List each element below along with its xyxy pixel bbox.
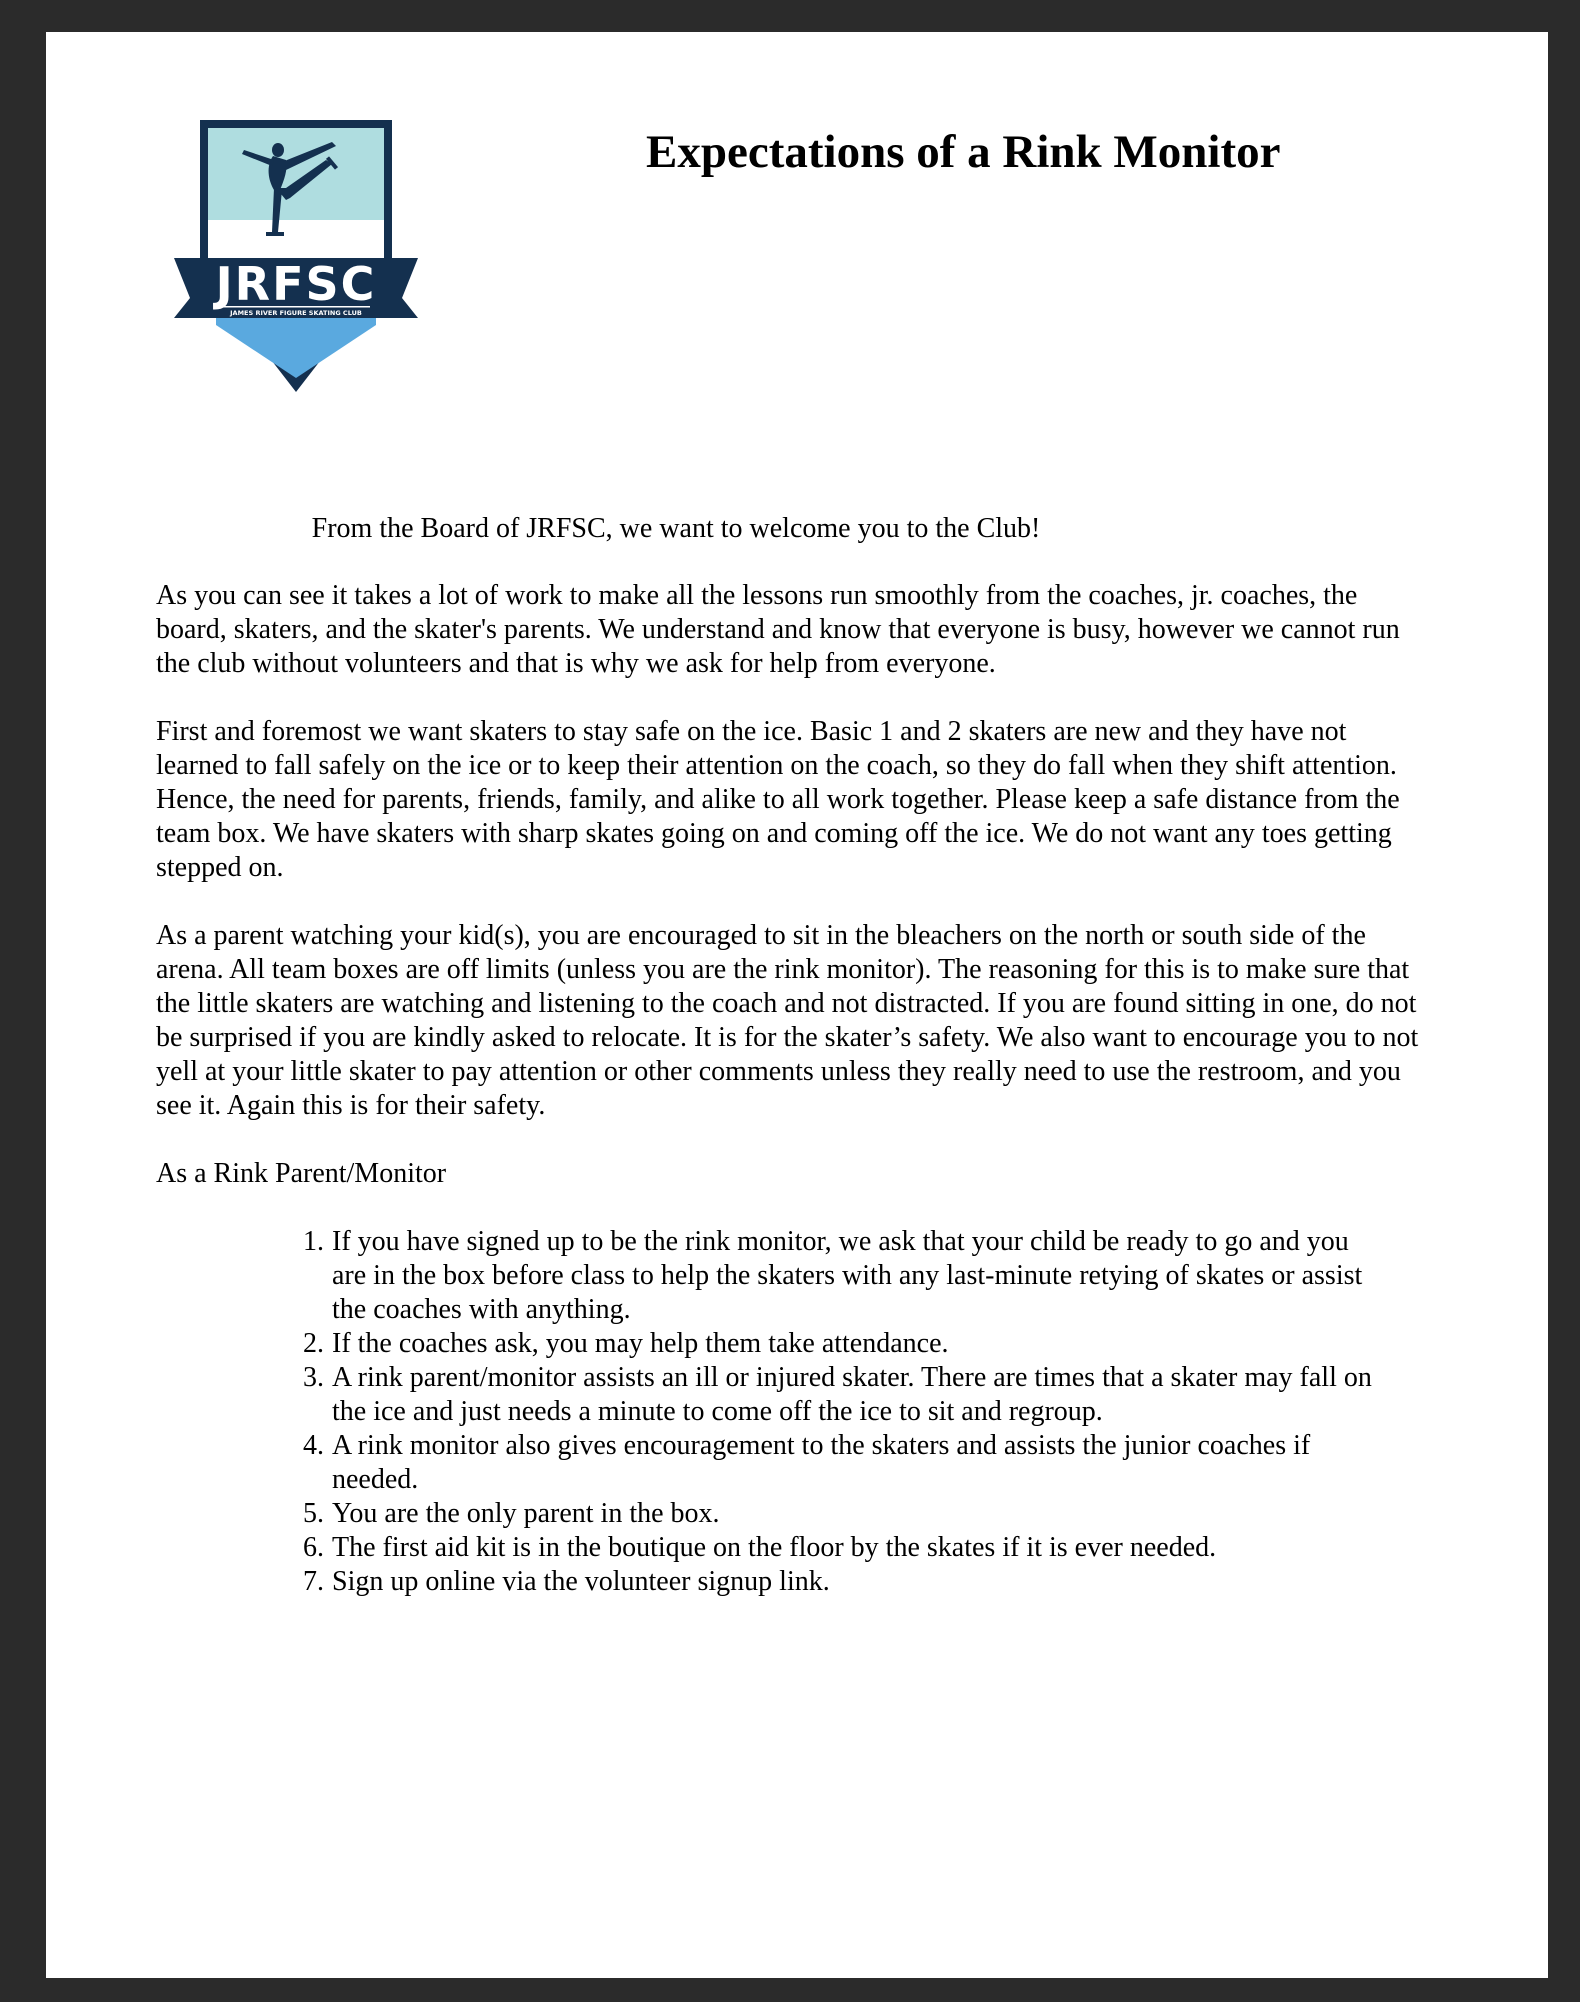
list-item (303, 1225, 1387, 1327)
list-item-number: 3. (303, 1362, 324, 1393)
list-item (303, 1361, 1387, 1429)
shield-ice-panel (208, 128, 384, 226)
shield-sky-panel (216, 310, 376, 378)
safety-paragraph: First and foremost we want skaters to stay safe on the ice. Basic 1 and 2 skaters are new and they have not learned to fall safely on the ice or to keep their attention on the coach, so they do fall when they shift attention. Hence, the need for parents, friends, family, and alike to all work together. Please keep a safe distance from the team box. We have skaters with sharp skates going on and coming off the ice. We do not want any toes getting stepped on. (156, 716, 1400, 883)
list-item (303, 1429, 1387, 1497)
document-page (46, 32, 1548, 1978)
intro-paragraph: As you can see it takes a lot of work to make all the lessons run smoothly from the coaches, jr. coaches, the board, skaters, and the skater's parents. We understand and know that everyone is busy, however we cannot run the club without volunteers and that is why we ask for help from everyone. (156, 580, 1400, 679)
shield-white-band (208, 220, 384, 260)
list-item (303, 1565, 1387, 1599)
list-item-number: 5. (303, 1498, 324, 1529)
list-item (303, 1327, 1387, 1361)
bleachers-paragraph: As a parent watching your kid(s), you are encouraged to sit in the bleachers on the north or south side of the arena. All team boxes are off limits (unless you are the rink monitor). The reasoning for this is to make sure that the little skaters are watching and listening to the coach and not distracted. If you are found sitting in one, do not be surprised if you are kindly asked to relocate. It is for the skater’s safety. We also want to encourage you to not yell at your little skater to pay attention or other comments unless they really need to use the restroom, and you see it. Again this is for their safety. (156, 920, 1419, 1121)
list-item-number: 7. (303, 1566, 324, 1597)
list-item-text: Sign up online via the volunteer signup link. (332, 1566, 830, 1597)
list-heading: As a Rink Parent/Monitor (156, 1158, 447, 1189)
list-item-number: 2. (303, 1328, 324, 1359)
logo-text: JRFSC (215, 257, 377, 311)
list-item-text: A rink monitor also gives encouragement to the skaters and assists the junior coaches if needed. (332, 1430, 1311, 1495)
list-item (303, 1497, 1387, 1531)
list-item-text: The first aid kit is in the boutique on the floor by the skates if it is ever needed. (332, 1532, 1217, 1563)
logo-subtext: JAMES RIVER FIGURE SKATING CLUB (230, 309, 362, 317)
jrfsc-crest-icon (156, 120, 436, 392)
document-body (156, 512, 1426, 1599)
list-item-text: If you have signed up to be the rink monitor, we ask that your child be ready to go and you are in the box before class to help the skaters with any last-minute retying of skates or assist the coaches with anything. (332, 1226, 1363, 1325)
list-item-text: A rink parent/monitor assists an ill or injured skater. There are times that a skater may fall on the ice and just needs a minute to come off the ice to sit and regroup. (332, 1362, 1372, 1427)
list-item-number: 6. (303, 1532, 324, 1563)
list-item-text: You are the only parent in the box. (332, 1498, 720, 1529)
list-item-text: If the coaches ask, you may help them take attendance. (332, 1328, 949, 1359)
list-item (303, 1531, 1387, 1565)
list-item-number: 4. (303, 1430, 324, 1461)
jrfsc-logo (156, 120, 436, 392)
monitor-duties-list (156, 1225, 1426, 1599)
welcome-line: From the Board of JRFSC, we want to welcome you to the Club! (311, 513, 1041, 544)
list-item-number: 1. (303, 1226, 324, 1257)
page-title: Expectations of a Rink Monitor (646, 126, 1281, 178)
